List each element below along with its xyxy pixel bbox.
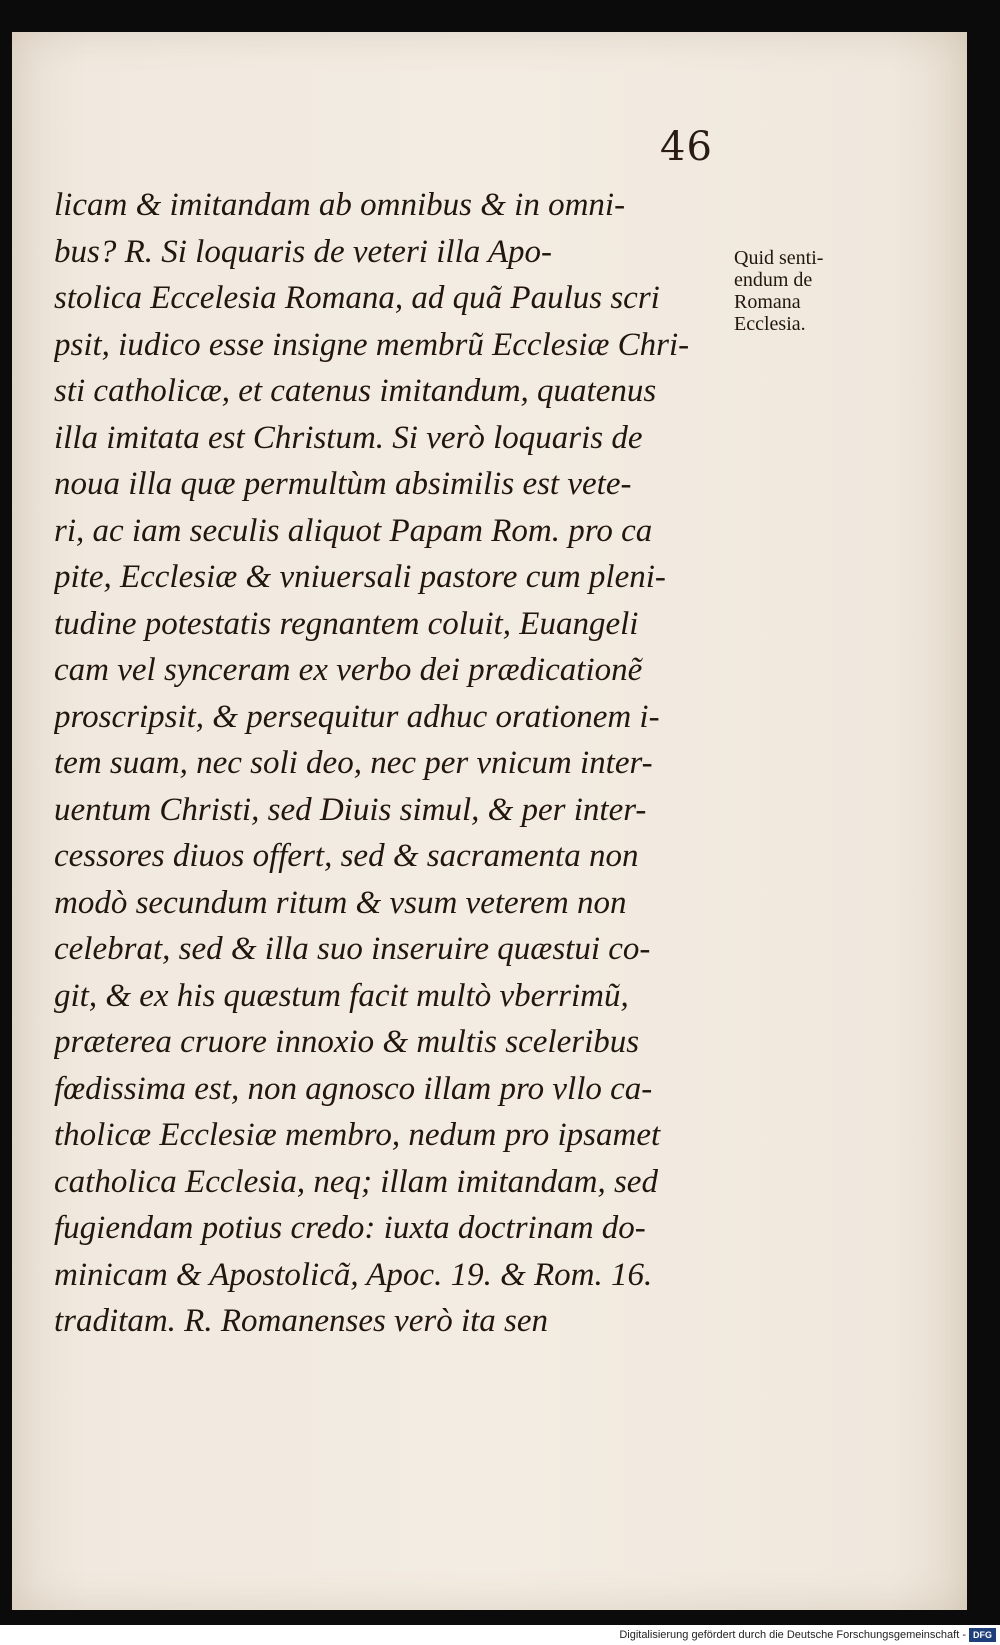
book-page [12,32,967,1610]
text-line: licam & imitandam ab omnibus & in omni- [54,187,626,223]
body-text [54,182,734,1345]
text-line: ri, ac iam seculis aliquot Papam Rom. pro ca [54,512,653,549]
text-line: illa imitata est Christum. Si verò loquaris de [54,419,643,456]
text-line: minicam & Apostolicã, Apoc. 19. & Rom. 16. [54,1256,653,1293]
text-line: fugiendam potius credo: iuxta doctrinam do- [54,1210,646,1246]
margin-note-line: Romana [734,291,801,313]
dfg-logo: DFG [969,1628,996,1642]
text-line: uentum Christi, sed Diuis simul, & per inter- [54,791,647,828]
text-line: bus? R. Si loquaris de veteri illa Apo- [54,233,553,270]
funding-credit: Digitalisierung gefördert durch die Deutsche Forschungsgemeinschaft - [619,1629,966,1641]
text-line: sti catholicæ, et catenus imitandum, quatenus [54,373,657,409]
text-line: git, & ex his quæstum facit multò vberrimũ, [54,977,629,1014]
text-line: celebrat, sed & illa suo inseruire quæstui co- [54,931,651,967]
text-line: psit, iudico esse insigne membrũ Ecclesiæ Chri- [54,326,690,363]
text-line: proscripsit, & persequitur adhuc orationem i- [54,698,660,735]
page-number: 46 [660,124,713,170]
text-line: catholica Ecclesia, neq; illam imitandam, sed [54,1163,658,1200]
text-line: fœdissima est, non agnosco illam pro vllo ca- [54,1070,653,1107]
text-line: tem suam, nec soli deo, nec per vnicum inter- [54,745,653,781]
text-line: cessores diuos offert, sed & sacramenta non [54,838,639,874]
text-line: noua illa quæ permultùm absimilis est vete- [54,466,632,502]
text-line: modò secundum ritum & vsum veterem non [54,884,627,921]
text-line: tholicæ Ecclesiæ membro, nedum pro ipsamet [54,1117,661,1153]
margin-note-line: endum de [734,269,813,291]
text-line: pite, Ecclesiæ & vniuersali pastore cum pleni- [54,559,666,595]
text-line: traditam. R. Romanenses verò ita sen [54,1303,549,1339]
margin-note-line: Ecclesia. [734,313,806,335]
footer-bar [0,1625,1000,1645]
margin-note-line: Quid senti- [734,247,824,269]
text-line: præterea cruore innoxio & multis sceleribus [54,1024,640,1060]
text-line: tudine potestatis regnantem coluit, Euangeli [54,605,639,642]
text-line: cam vel synceram ex verbo dei prædicationẽ [54,652,643,688]
margin-note [734,247,854,335]
text-line: stolica Eccelesia Romana, ad quã Paulus scri [54,280,660,316]
